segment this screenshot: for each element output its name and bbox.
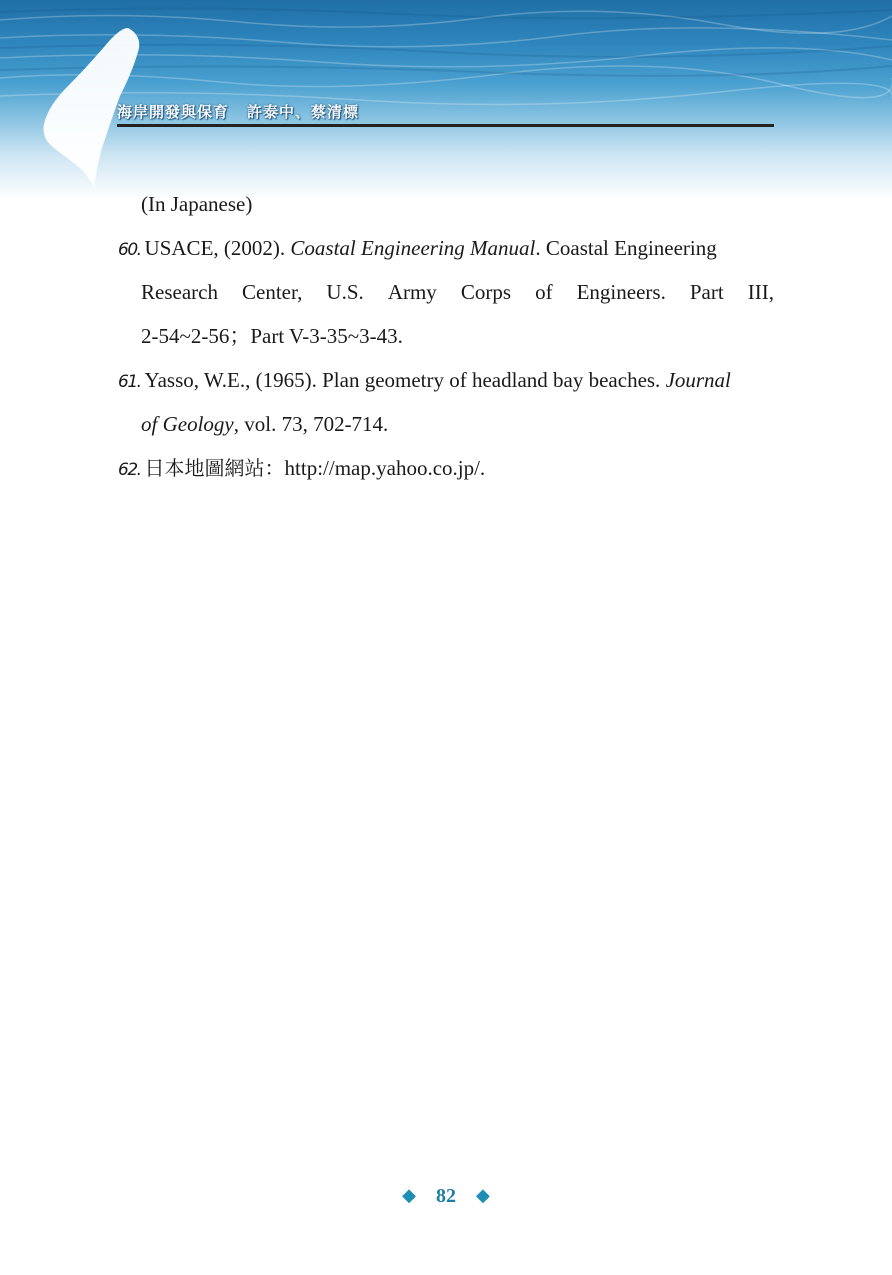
header-divider [117,124,774,127]
book-authors: 許泰中、蔡清標 [247,103,360,121]
diamond-icon: ◆ [476,1185,490,1205]
reference-61-line-2: of Geology, vol. 73, 702-714. [141,412,389,436]
running-header-title [117,101,359,122]
reference-list [118,182,774,490]
page-number: 82 [436,1185,456,1207]
reference-60: 60. USACE, (2002). Coastal Engineering Manual. Coastal Engineering [118,236,717,260]
diamond-icon: ◆ [402,1185,416,1205]
reference-number: 60. [118,240,141,260]
reference-url[interactable]: http://map.yahoo.co.jp/. [284,456,486,480]
reference-number: 62. [118,460,141,480]
reference-61: 61. Yasso, W.E., (1965). Plan geometry of headland bay beaches. Journal [118,368,731,392]
reference-60-line-2: Research Center, U.S. Army Corps of Engineers. Part III, [141,280,774,304]
book-title: 海岸開發與保育 [117,103,230,121]
reference-continuation: (In Japanese) [141,192,253,216]
reference-number: 61. [118,372,141,392]
page-footer [0,1185,892,1208]
reference-60-line-3: 2-54~2-56；Part V-3-35~3-43. [141,324,403,348]
reference-62: 62. 日本地圖網站：http://map.yahoo.co.jp/. [118,456,486,480]
reference-title: Coastal Engineering Manual [290,236,536,260]
